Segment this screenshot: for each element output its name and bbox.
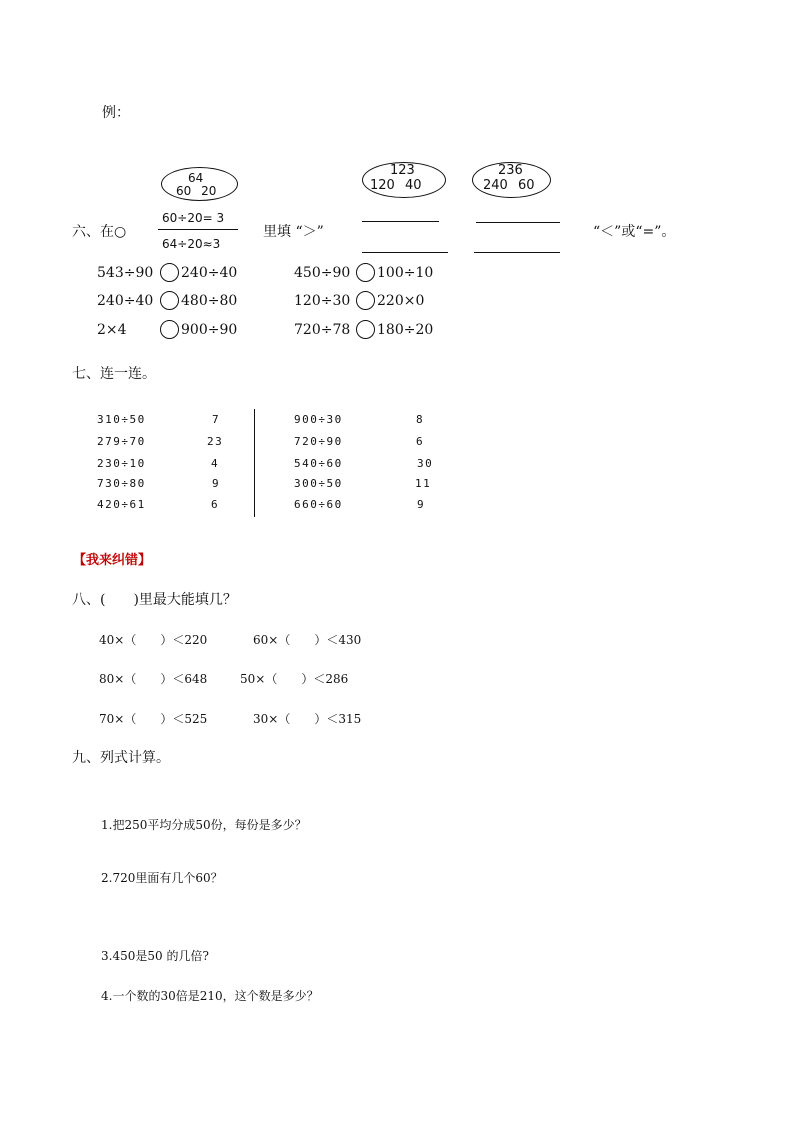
comparison-expr: 240÷40 (181, 265, 238, 281)
match-right-answer[interactable]: 30 (417, 457, 434, 470)
match-right-answer[interactable]: 8 (416, 413, 425, 426)
match-left-expr[interactable]: 420÷61 (97, 498, 146, 511)
match-divider (254, 409, 255, 517)
comparison-expr: 900÷90 (181, 322, 238, 338)
comparison-expr: 120÷30 (294, 293, 351, 309)
match-right-answer[interactable]: 11 (415, 477, 432, 490)
match-left-answer[interactable]: 6 (211, 498, 220, 511)
fill-item: 50×（ ）＜286 (240, 672, 349, 686)
example-equation-1: 60÷20= 3 (162, 211, 225, 225)
match-left-expr[interactable]: 730÷80 (97, 477, 146, 490)
compare-circle[interactable] (160, 320, 179, 339)
match-left-answer[interactable]: 23 (207, 435, 224, 448)
comparison-expr: 720÷78 (294, 322, 351, 338)
example-oval-2-top: 123 (390, 163, 415, 178)
fill-item: 30×（ ）＜315 (253, 712, 362, 726)
section-7-title: 七、连一连。 (72, 366, 156, 382)
question-1: 1.把250平均分成50份，每份是多少？ (101, 818, 307, 832)
match-right-expr[interactable]: 900÷30 (294, 413, 343, 426)
question-4: 4.一个数的30倍是210，这个数是多少？ (101, 989, 319, 1003)
correction-label: 【我来纠错】 (73, 553, 152, 568)
comparison-expr: 450÷90 (294, 265, 351, 281)
example-equation-2: 64÷20≈3 (162, 237, 221, 251)
example-divider (158, 229, 238, 230)
section-6-fill-text: 里填 “＞” (263, 224, 324, 240)
answer-blank[interactable] (362, 221, 439, 222)
match-left-answer[interactable]: 4 (211, 457, 220, 470)
fill-item: 70×（ ）＜525 (99, 712, 208, 726)
match-left-expr[interactable]: 279÷70 (97, 435, 146, 448)
match-right-expr[interactable]: 660÷60 (294, 498, 343, 511)
answer-blank[interactable] (362, 252, 448, 253)
fill-item: 40×（ ）＜220 (99, 633, 208, 647)
fill-item: 60×（ ）＜430 (253, 633, 362, 647)
section-9-title: 九、列式计算。 (72, 750, 170, 766)
example-oval-1-bottom: 60 20 (176, 184, 217, 198)
example-oval-2-bottom: 120 40 (370, 178, 422, 193)
compare-circle[interactable] (356, 320, 375, 339)
compare-circle[interactable] (160, 263, 179, 282)
section-6-options-text: “＜”或“=”。 (593, 224, 676, 240)
match-right-expr[interactable]: 720÷90 (294, 435, 343, 448)
compare-circle[interactable] (160, 291, 179, 310)
example-label: 例： (102, 105, 130, 121)
answer-blank[interactable] (476, 222, 560, 223)
question-3: 3.450是50 的几倍? (101, 949, 209, 963)
match-right-expr[interactable]: 300÷50 (294, 477, 343, 490)
match-left-answer[interactable]: 9 (212, 477, 221, 490)
section-6-title: 六、在○ (72, 224, 127, 240)
compare-circle[interactable] (356, 291, 375, 310)
comparison-expr: 180÷20 (377, 322, 434, 338)
match-left-expr[interactable]: 310÷50 (97, 413, 146, 426)
compare-circle[interactable] (356, 263, 375, 282)
comparison-expr: 240÷40 (97, 293, 154, 309)
match-right-answer[interactable]: 6 (416, 435, 425, 448)
comparison-expr: 480÷80 (181, 293, 238, 309)
answer-blank[interactable] (474, 252, 560, 253)
match-right-expr[interactable]: 540÷60 (294, 457, 343, 470)
comparison-expr: 220×0 (377, 293, 425, 309)
section-8-title: 八、( )里最大能填几？ (72, 592, 237, 608)
example-oval-3-bottom: 240 60 (483, 178, 535, 193)
comparison-expr: 543÷90 (97, 265, 154, 281)
example-oval-3-top: 236 (498, 163, 523, 178)
match-left-answer[interactable]: 7 (212, 413, 221, 426)
question-2: 2.720里面有几个60？ (101, 871, 223, 885)
example-oval-1-top: 64 (188, 171, 204, 185)
comparison-expr: 100÷10 (377, 265, 434, 281)
match-left-expr[interactable]: 230÷10 (97, 457, 146, 470)
comparison-expr: 2×4 (97, 322, 127, 338)
fill-item: 80×（ ）＜648 (99, 672, 208, 686)
match-right-answer[interactable]: 9 (417, 498, 426, 511)
